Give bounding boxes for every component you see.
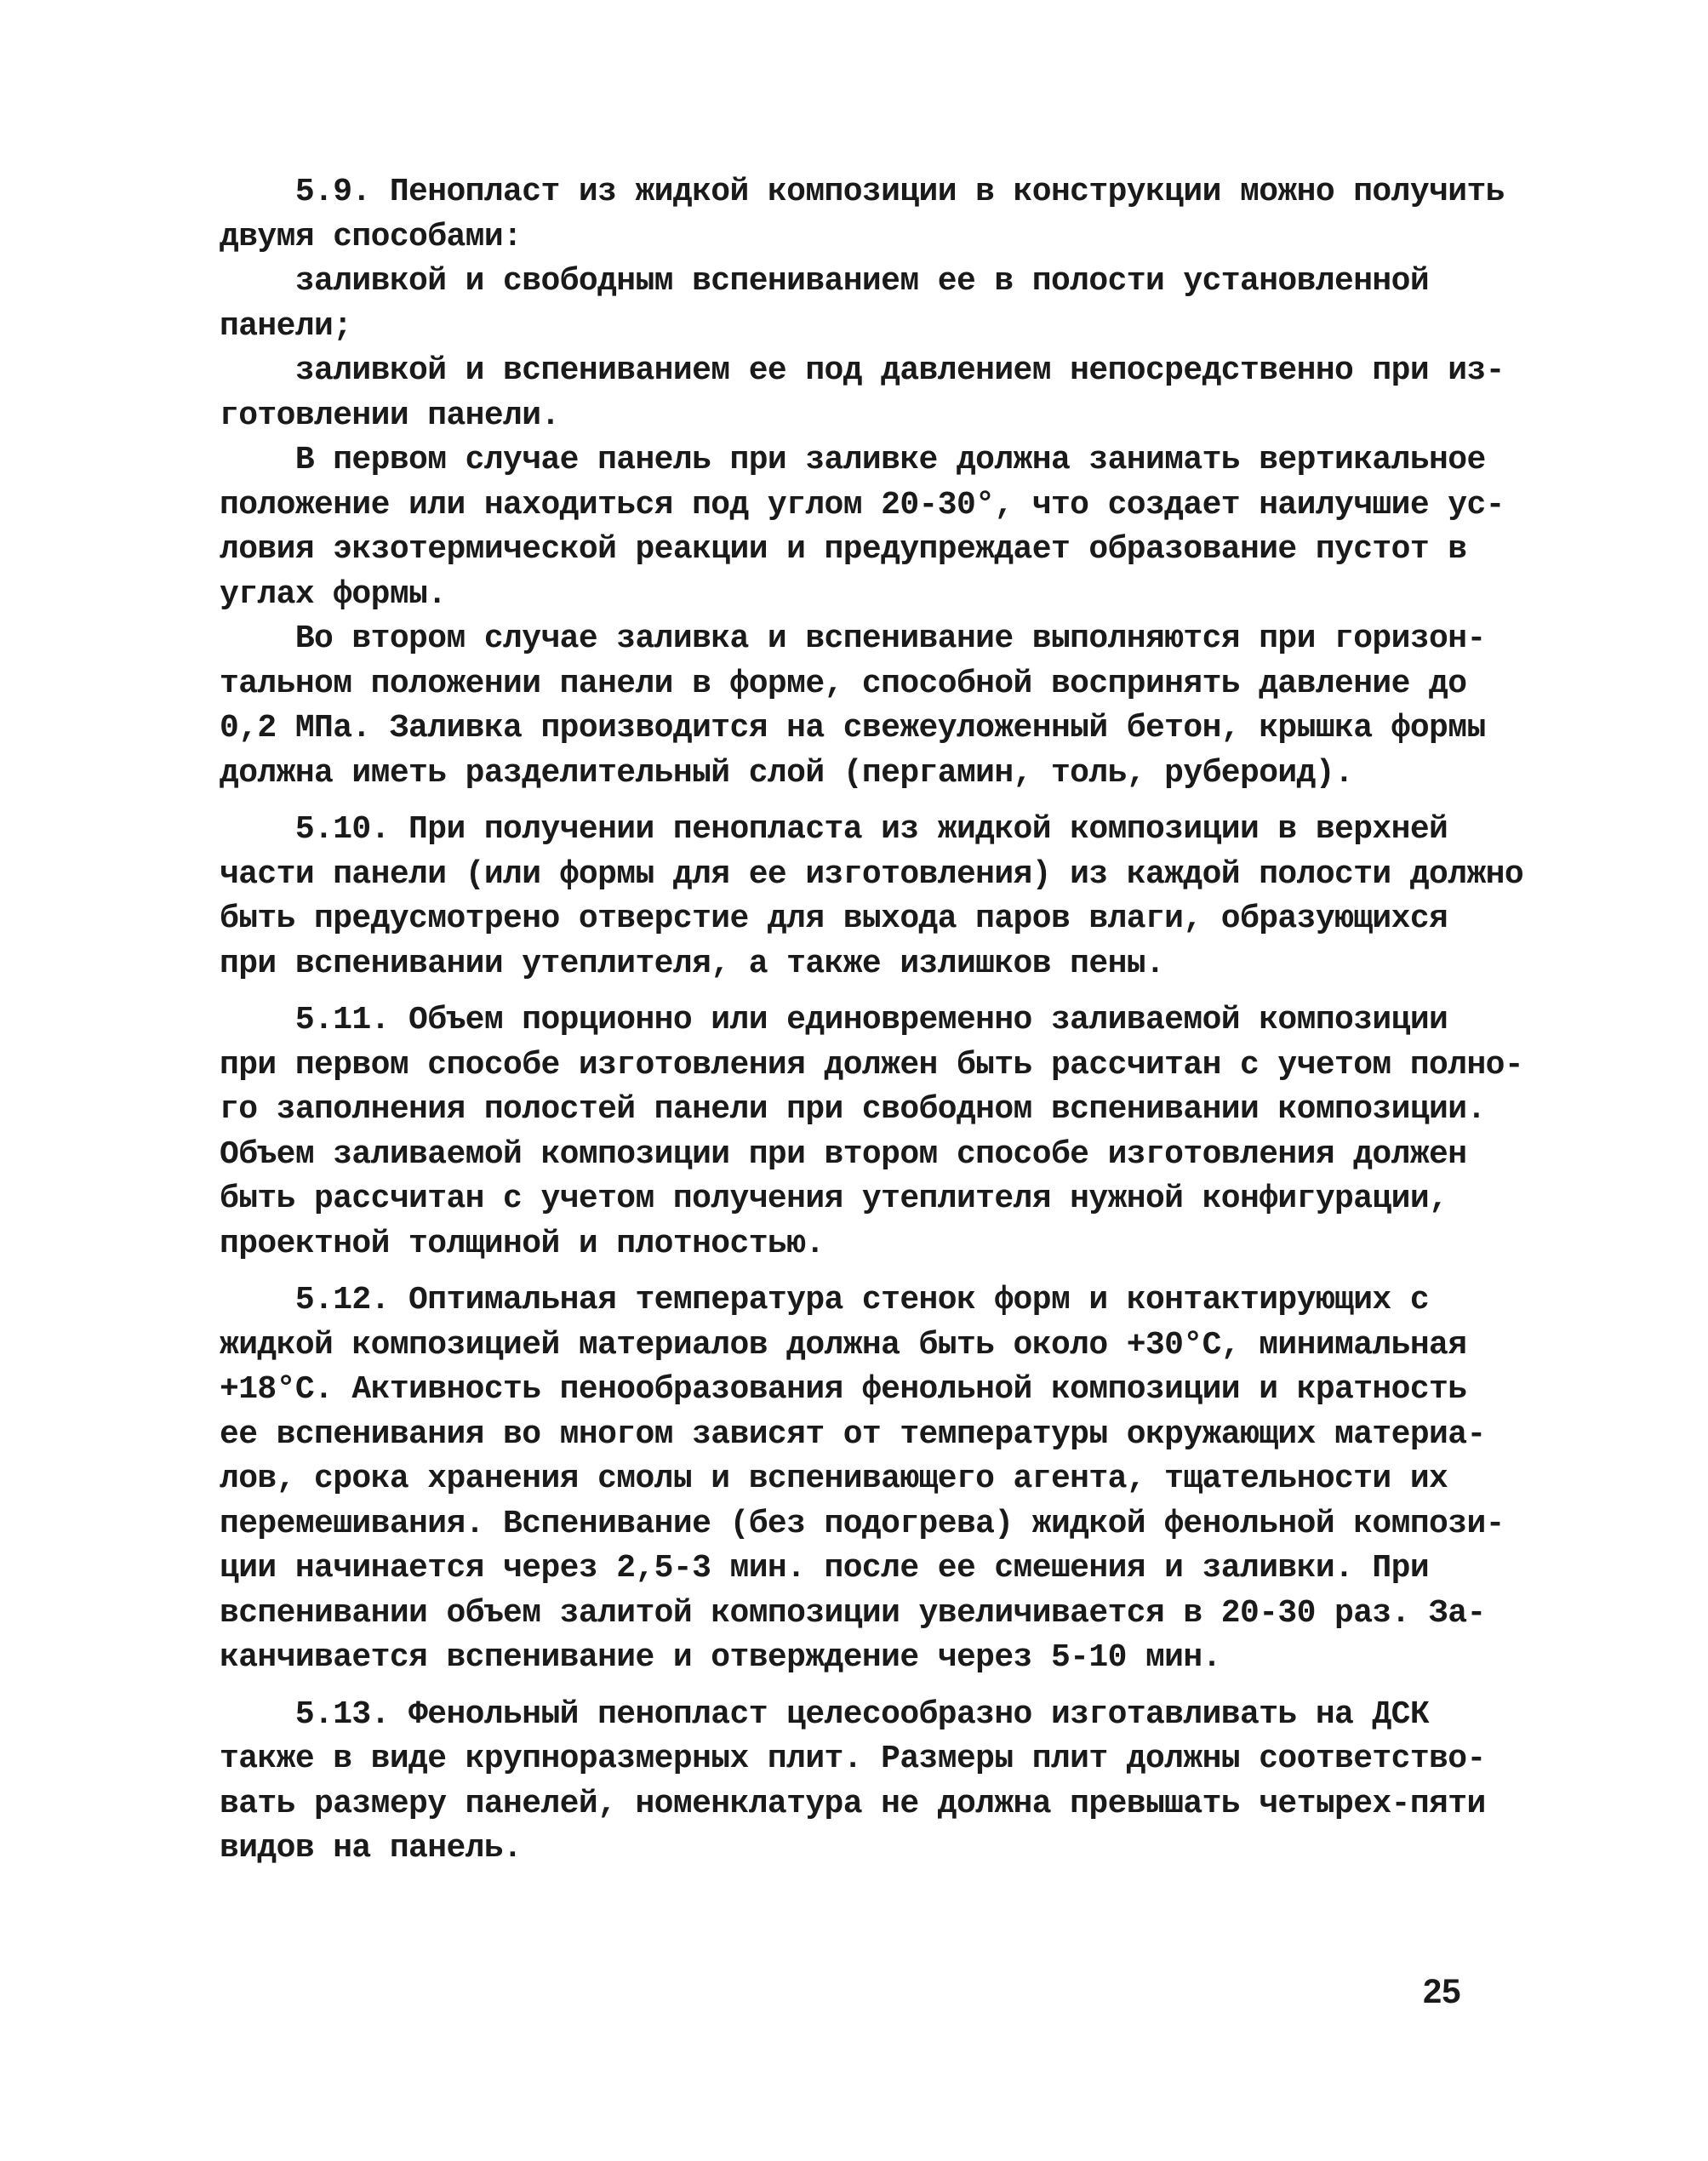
text-line: заливкой и вспениванием ее под давлением непосредственно при из- [220, 352, 1505, 389]
text-line: жидкой композицией материалов должна быть около +30°С, минимальная [220, 1326, 1467, 1363]
text-line: видов на панель. [220, 1830, 523, 1867]
paragraph [220, 170, 1513, 796]
text-line: 5.11. Объем порционно или единовременно заливаемой композиции [220, 1002, 1448, 1038]
paragraph [220, 808, 1524, 986]
text-line: готовлении панели. [220, 397, 560, 434]
text-line: +18°С. Активность пенообразования фенольной композиции и кратность [220, 1371, 1467, 1408]
text-line: перемешивания. Вспенивание (без подогрева) жидкой фенольной компози- [220, 1505, 1505, 1542]
text-line: ции начинается через 2,5-3 мин. после ее смешения и заливки. При [220, 1550, 1430, 1586]
text-line: канчивается вспенивание и отверждение через 5-10 мин. [220, 1639, 1221, 1676]
text-line: также в виде крупноразмерных плит. Размеры плит должны соответство- [220, 1741, 1486, 1777]
text-line: 5.10. При получении пенопласта из жидкой композиции в верхней [220, 811, 1448, 848]
text-line: при первом способе изготовления должен быть рассчитан с учетом полно- [220, 1046, 1524, 1083]
text-line: вспенивании объем залитой композиции увеличивается в 20-30 раз. За- [220, 1594, 1486, 1632]
document-body [220, 170, 1524, 1872]
text-line: части панели (или формы для ее изготовления) из каждой полости должно [220, 855, 1524, 893]
text-line: 5.12. Оптимальная температура стенок форм и контактирующих с [220, 1282, 1430, 1318]
text-line: Во втором случае заливка и вспенивание выполняются при горизон- [220, 620, 1486, 657]
text-line: вать размеру панелей, номенклатура не должна превышать четырех-пяти [220, 1785, 1486, 1822]
text-line: В первом случае панель при заливке должна занимать вертикальное [220, 442, 1486, 478]
text-line: при вспенивании утеплителя, а также излишков пены. [220, 945, 1165, 982]
text-line: панели; [220, 307, 352, 345]
text-line: го заполнения полостей панели при свободном вспенивании композиции. [220, 1091, 1486, 1128]
text-line: положение или находиться под углом 20-30°, что создает наилучшие ус- [220, 486, 1505, 523]
text-line: тальном положении панели в форме, способной воспринять давление до [220, 665, 1467, 702]
text-line: 0,2 МПа. Заливка производится на свежеуложенный бетон, крышка формы [220, 710, 1486, 746]
paragraph [220, 1278, 1513, 1681]
paragraph [220, 1693, 1513, 1872]
text-line: 5.13. Фенольный пенопласт целесообразно изготавливать на ДСК [220, 1695, 1430, 1733]
text-line: ловия экзотермической реакции и предупреждает образование пустот в [220, 531, 1467, 568]
text-line: двумя способами: [220, 218, 523, 255]
text-line: ее вспенивания во многом зависят от температуры окружающих материа- [220, 1415, 1486, 1453]
text-line: лов, срока хранения смолы и вспенивающего агента, тщательности их [220, 1461, 1448, 1497]
text-line: быть предусмотрено отверстие для выхода паров влаги, образующихся [220, 900, 1448, 937]
paragraph-gap [220, 1266, 1513, 1278]
text-line: Объем заливаемой композиции при втором способе изготовления должен [220, 1135, 1467, 1173]
text-line: заливкой и свободным вспениванием ее в полости установленной [220, 263, 1430, 300]
paragraph [220, 998, 1524, 1266]
text-line: должна иметь разделительный слой (пергамин, толь, рубероид). [220, 754, 1354, 792]
text-line: углах формы. [220, 575, 447, 613]
paragraph-gap [220, 1681, 1513, 1693]
page-number: 25 [1423, 1973, 1461, 2010]
paragraph-gap [220, 986, 1513, 998]
text-line: 5.9. Пенопласт из жидкой композиции в конструкции можно получить [220, 174, 1505, 210]
text-line: проектной толщиной и плотностью. [220, 1225, 825, 1262]
text-line: быть рассчитан с учетом получения утеплителя нужной конфигурации, [220, 1181, 1448, 1217]
paragraph-gap [220, 796, 1513, 808]
